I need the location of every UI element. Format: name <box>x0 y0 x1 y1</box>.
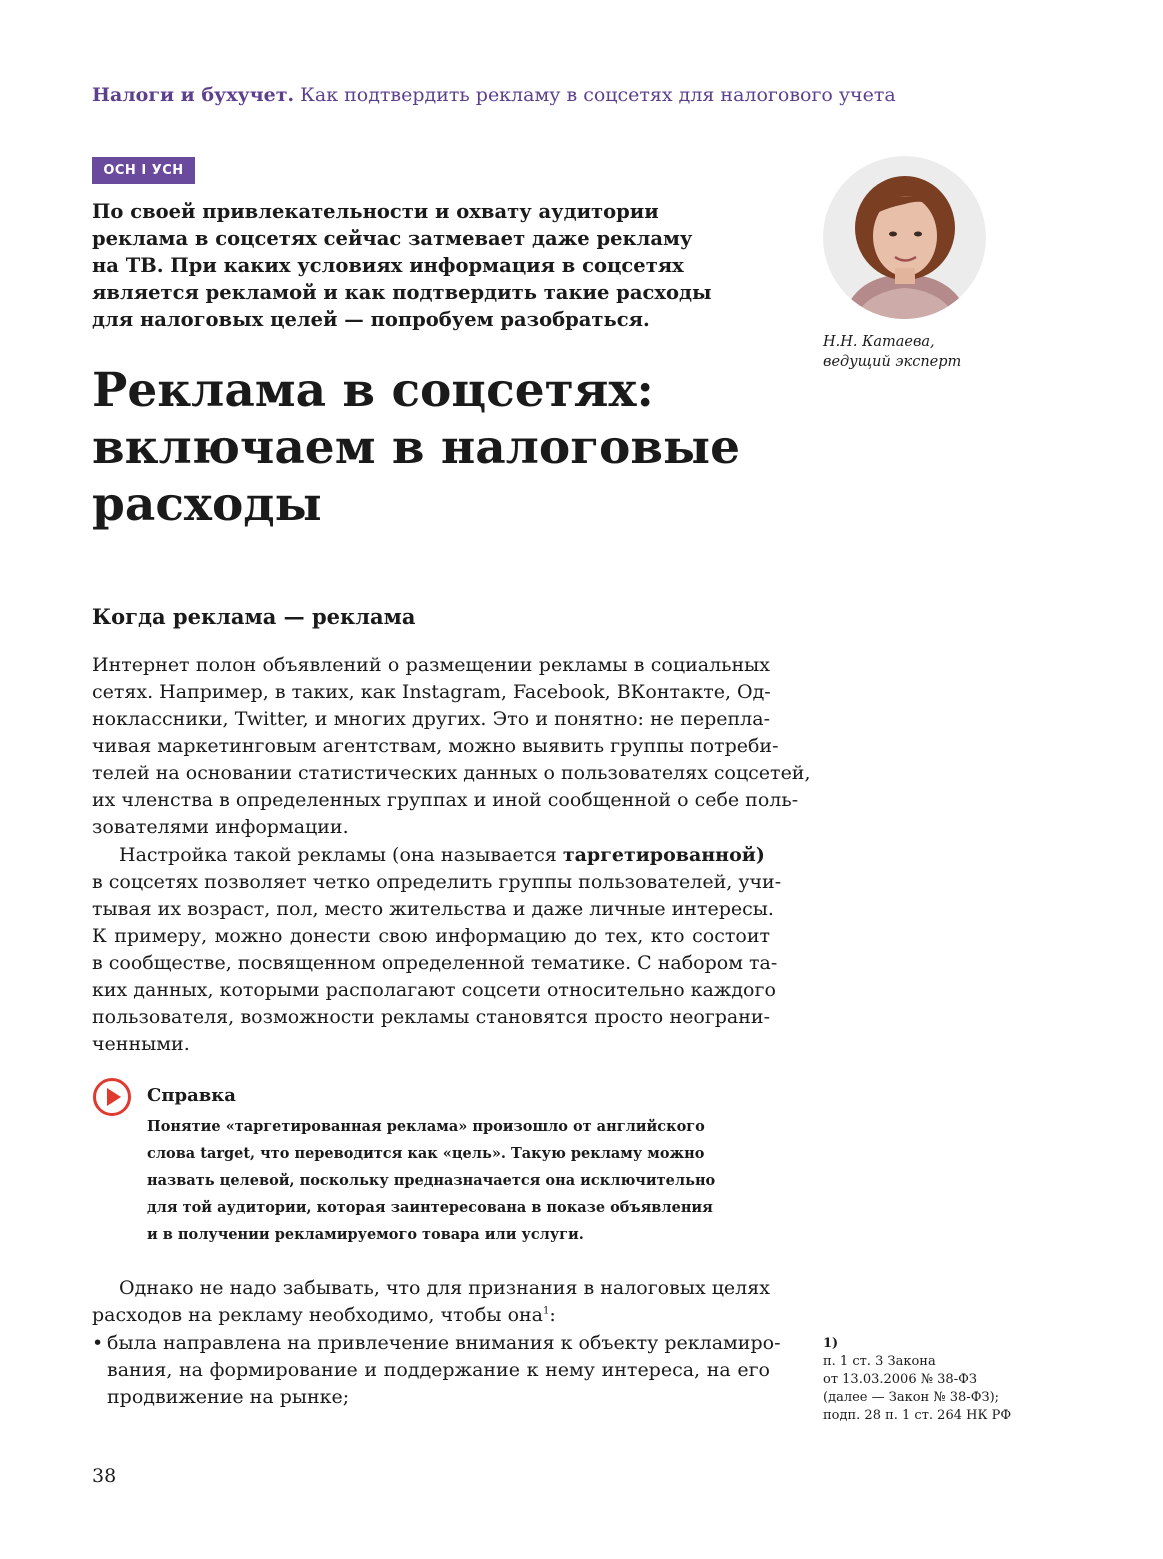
text-line <box>92 842 770 869</box>
reference-line: назвать целевой, поскольку предназначается она исключительно <box>147 1172 716 1189</box>
author-portrait-illustration <box>823 156 986 319</box>
lead-line: является рекламой и как подтвердить такие расходы <box>92 281 712 304</box>
reference-line: для той аудитории, которая заинтересована в показе объявления <box>147 1199 713 1216</box>
paragraph-1 <box>92 652 811 841</box>
text-line: телей на основании статистических данных о пользователях соцсетей, <box>92 762 811 784</box>
text-fragment: п. 1 ст. 3 Закона <box>823 1354 936 1369</box>
running-head-title: Как подтвердить рекламу в соцсетях для налогового учета <box>300 84 896 106</box>
lead-line: реклама в соцсетях сейчас затмевает даже рекламу <box>92 227 693 250</box>
author-caption <box>823 332 961 372</box>
text-line: тывая их возраст, пол, место жительства и даже личные интересы. <box>92 898 774 920</box>
footnote-reference: 1 <box>543 1305 550 1317</box>
lead-line: По своей привлекательности и охвату аудитории <box>92 200 659 223</box>
author-photo <box>823 156 986 319</box>
paragraph-2 <box>92 842 782 1058</box>
text-line: Однако не надо забывать, что для признания в налоговых целях <box>119 1277 770 1299</box>
text-line: была направлена на привлечение внимания к объекту рекламиро- <box>107 1332 781 1354</box>
text-line: в сообществе, посвященном определенной тематике. С набором та- <box>92 952 778 974</box>
footnote-mark: 1) <box>823 1336 839 1351</box>
title-line: Реклама в соцсетях: <box>92 363 654 418</box>
reference-title: Справка <box>147 1085 236 1106</box>
page-number: 38 <box>92 1465 117 1487</box>
footnote <box>823 1335 1011 1425</box>
text-fragment: Настройка такой рекламы (она называется <box>119 844 563 866</box>
author-role: ведущий эксперт <box>823 354 962 370</box>
category-tag: ОСН І УСН <box>92 157 195 184</box>
text-line <box>92 1302 770 1329</box>
text-line: их членства в определенных группах и иной сообщенной о себе поль- <box>92 789 799 811</box>
reference-line: и в получении рекламируемого товара или услуги. <box>147 1226 584 1243</box>
footnote-line: подп. 28 п. 1 ст. 264 НК РФ <box>823 1408 1012 1423</box>
title-line: включаем в налоговые <box>92 420 741 475</box>
article-title <box>92 362 740 533</box>
bold-term: таргетированной) <box>562 844 765 866</box>
text-line: зователями информации. <box>92 816 349 838</box>
text-line: вания, на формирование и поддержание к нему интереса, на его <box>107 1359 770 1381</box>
footnote-line: (далее — Закон № 38-ФЗ); <box>823 1390 1000 1405</box>
lead-line: на ТВ. При каких условиях информация в соцсетях <box>92 254 684 277</box>
text-line: ноклассники, Twitter, и многих других. Это и понятно: не перепла- <box>92 708 770 730</box>
text-line: Интернет полон объявлений о размещении рекламы в социальных <box>92 654 770 676</box>
section-heading: Когда реклама — реклама <box>92 604 416 629</box>
text-line: ких данных, которыми располагают соцсети относительно каждого <box>92 979 776 1001</box>
text-fragment: : <box>549 1304 556 1326</box>
title-line: расходы <box>92 477 322 532</box>
running-head-section: Налоги и бухучет. <box>92 84 295 106</box>
text-line: К примеру, можно донести свою информацию до тех, кто состоит <box>92 925 770 947</box>
footnote-line <box>823 1335 1011 1371</box>
running-head <box>92 84 896 106</box>
reference-line: Понятие «таргетированная реклама» произошло от английского <box>147 1118 705 1135</box>
text-line: сетях. Например, в таких, как Instagram, Facebook, ВКонтакте, Од- <box>92 681 771 703</box>
play-circle-icon <box>92 1077 132 1117</box>
text-line: пользователя, возможности рекламы становятся просто неограни- <box>92 1006 770 1028</box>
author-name: Н.Н. Катаева, <box>823 334 935 350</box>
paragraph-3 <box>92 1275 770 1329</box>
text-line: продвижение на рынке; <box>107 1386 350 1408</box>
text-fragment: расходов на рекламу необходимо, чтобы она <box>92 1304 544 1326</box>
text-line: ченными. <box>92 1033 190 1055</box>
lead-line: для налоговых целей — попробуем разобраться. <box>92 308 650 331</box>
lead-paragraph <box>92 198 732 333</box>
reference-text <box>147 1113 747 1248</box>
bullet-marker: • <box>92 1332 104 1354</box>
text-line: в соцсетях позволяет четко определить группы пользователей, учи- <box>92 871 782 893</box>
footnote-line: от 13.03.2006 № 38-ФЗ <box>823 1372 977 1387</box>
reference-line: слова target, что переводится как «цель». Такую рекламу можно <box>147 1145 705 1162</box>
text-line: чивая маркетинговым агентствам, можно выявить группы потреби- <box>92 735 779 757</box>
